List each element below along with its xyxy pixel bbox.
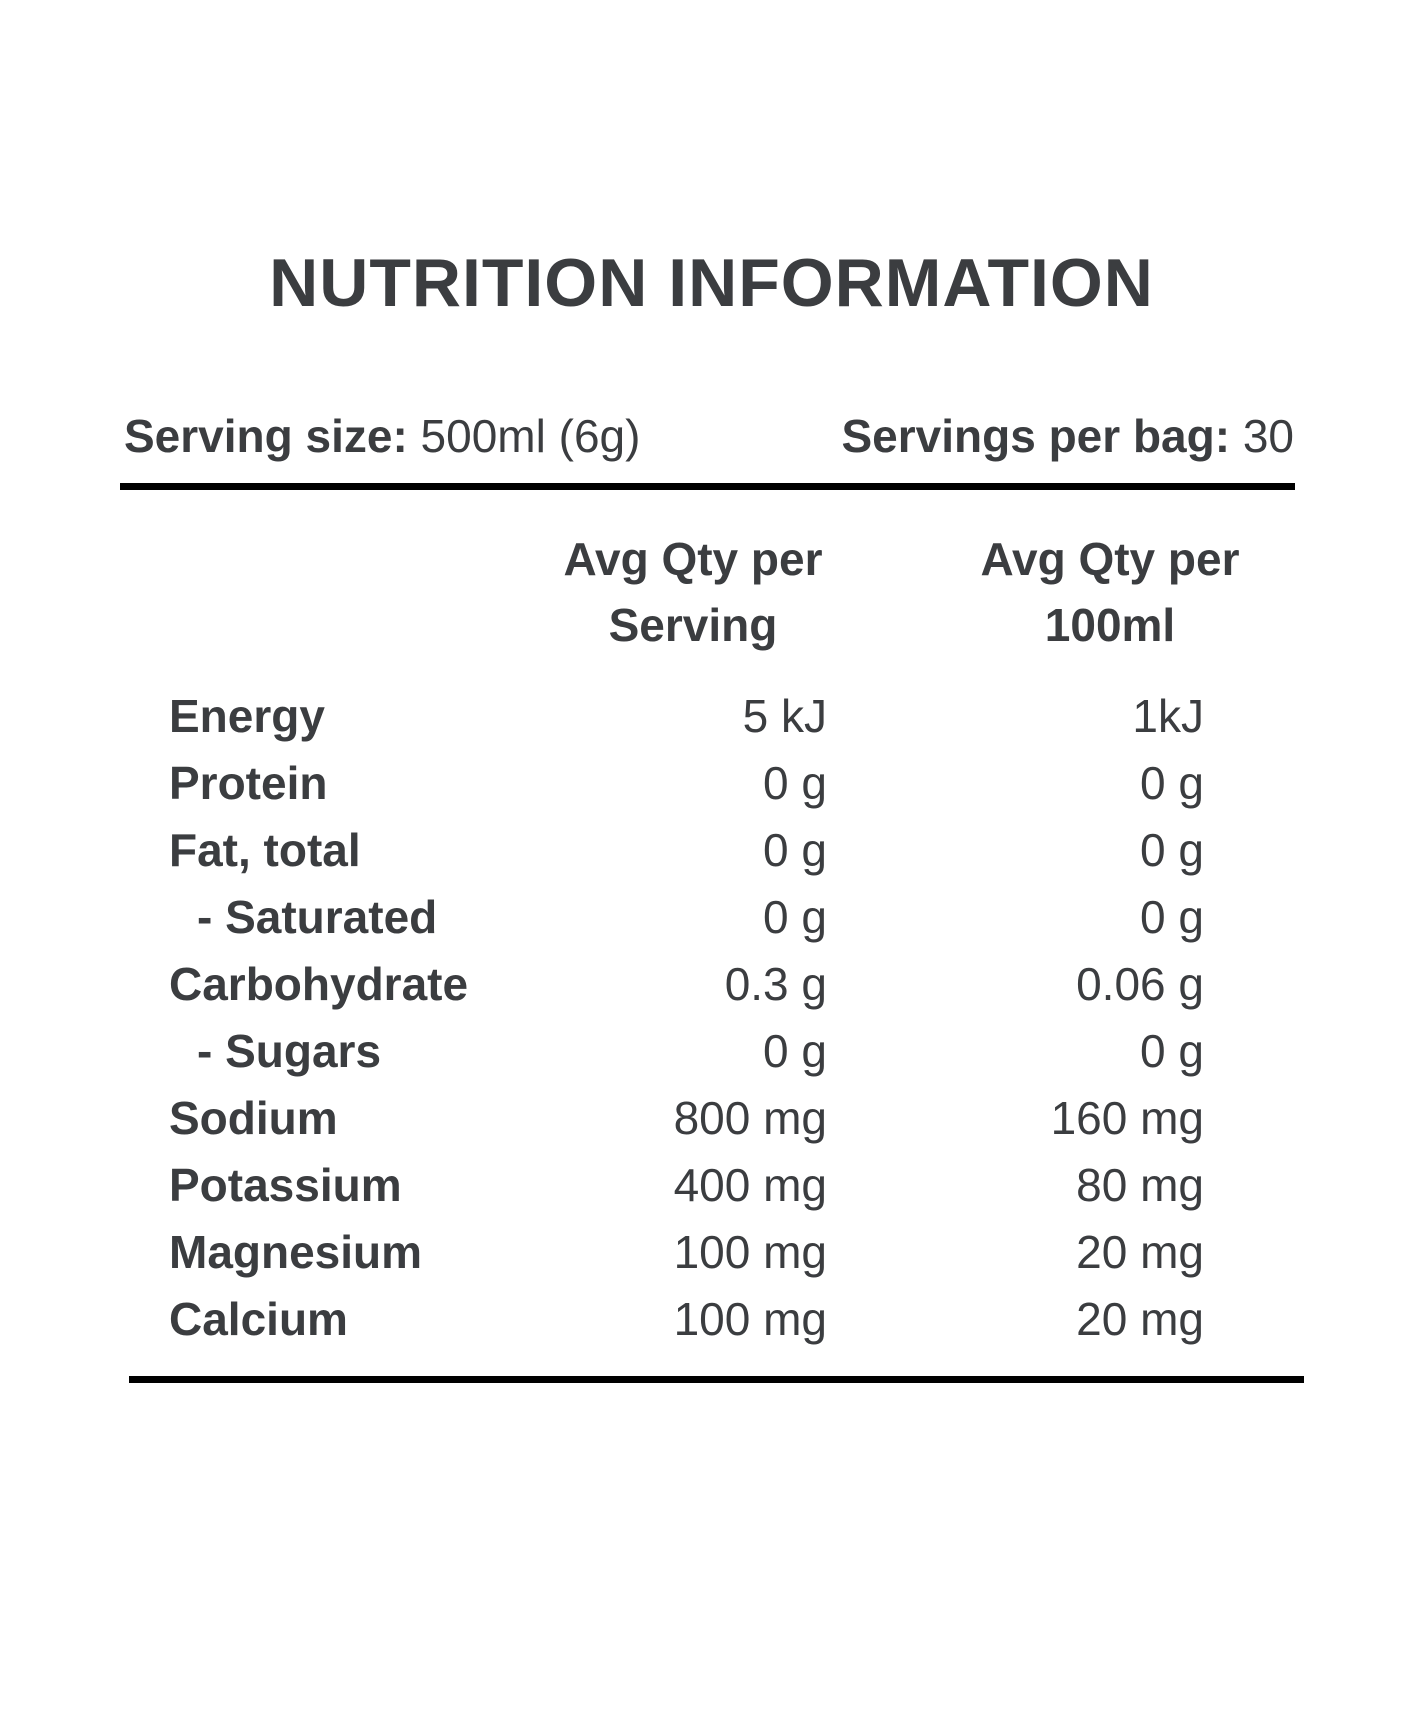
per-100ml-value: 20 mg: [1076, 1293, 1204, 1345]
servings-per-pack-value: 30: [1230, 410, 1294, 462]
table-row: [169, 683, 1204, 750]
per-100ml-value: 160 mg: [1050, 1092, 1204, 1144]
nutrient-sublabel: - Saturated: [197, 891, 438, 943]
nutrient-sublabel: - Sugars: [197, 1025, 382, 1077]
per-serving-value: 0 g: [763, 1025, 827, 1077]
per-100ml-value: 0 g: [1140, 757, 1204, 809]
nutrient-label: Sodium: [169, 1092, 338, 1144]
table-row: [169, 1018, 1204, 1085]
nutrient-table: [169, 683, 1204, 1353]
nutrient-label: Potassium: [169, 1159, 402, 1211]
per-serving-value: 100 mg: [673, 1226, 827, 1278]
per-100ml-value: 0 g: [1140, 891, 1204, 943]
bottom-divider: [129, 1376, 1304, 1383]
servings-per-pack: [841, 406, 1294, 466]
nutrient-label: Magnesium: [169, 1226, 423, 1278]
nutrient-label: Protein: [169, 757, 328, 809]
page-title: NUTRITION INFORMATION: [269, 245, 1154, 321]
table-row: [169, 1286, 1204, 1353]
column-header-per-serving-line1: Avg Qty per: [563, 533, 823, 585]
per-100ml-value: 0 g: [1140, 824, 1204, 876]
per-100ml-value: 20 mg: [1076, 1226, 1204, 1278]
per-serving-value: 800 mg: [673, 1092, 827, 1144]
per-serving-value: 5 kJ: [742, 690, 827, 742]
table-row: [169, 951, 1204, 1018]
nutrient-label: Energy: [169, 690, 325, 742]
nutrient-label: Calcium: [169, 1293, 348, 1345]
column-header-per-100ml-line2: 100ml: [1044, 599, 1176, 651]
servings-per-pack-label: Servings per bag:: [841, 410, 1231, 462]
per-serving-value: 0 g: [763, 757, 827, 809]
per-100ml-value: 1kJ: [1132, 690, 1204, 742]
serving-info: [124, 406, 1294, 466]
table-row: [169, 1219, 1204, 1286]
serving-size-label: Serving size:: [124, 410, 408, 462]
nutrient-label: Fat, total: [169, 824, 361, 876]
per-serving-value: 0 g: [763, 891, 827, 943]
per-100ml-value: 0.06 g: [1076, 958, 1204, 1010]
per-serving-value: 400 mg: [673, 1159, 827, 1211]
table-row: [169, 817, 1204, 884]
per-serving-value: 0.3 g: [724, 958, 827, 1010]
table-row: [169, 884, 1204, 951]
column-header-per-100ml-line1: Avg Qty per: [980, 533, 1240, 585]
serving-size: [124, 406, 640, 466]
per-100ml-value: 0 g: [1140, 1025, 1204, 1077]
column-header-per-100ml: [940, 526, 1280, 658]
per-serving-value: 0 g: [763, 824, 827, 876]
column-header-per-serving: [523, 526, 863, 658]
table-row: [169, 750, 1204, 817]
table-row: [169, 1152, 1204, 1219]
per-serving-value: 100 mg: [673, 1293, 827, 1345]
column-header-per-serving-line2: Serving: [608, 599, 778, 651]
nutrient-label: Carbohydrate: [169, 958, 469, 1010]
per-100ml-value: 80 mg: [1076, 1159, 1204, 1211]
table-row: [169, 1085, 1204, 1152]
serving-size-value: 500ml (6g): [407, 410, 641, 462]
top-divider: [120, 483, 1295, 490]
